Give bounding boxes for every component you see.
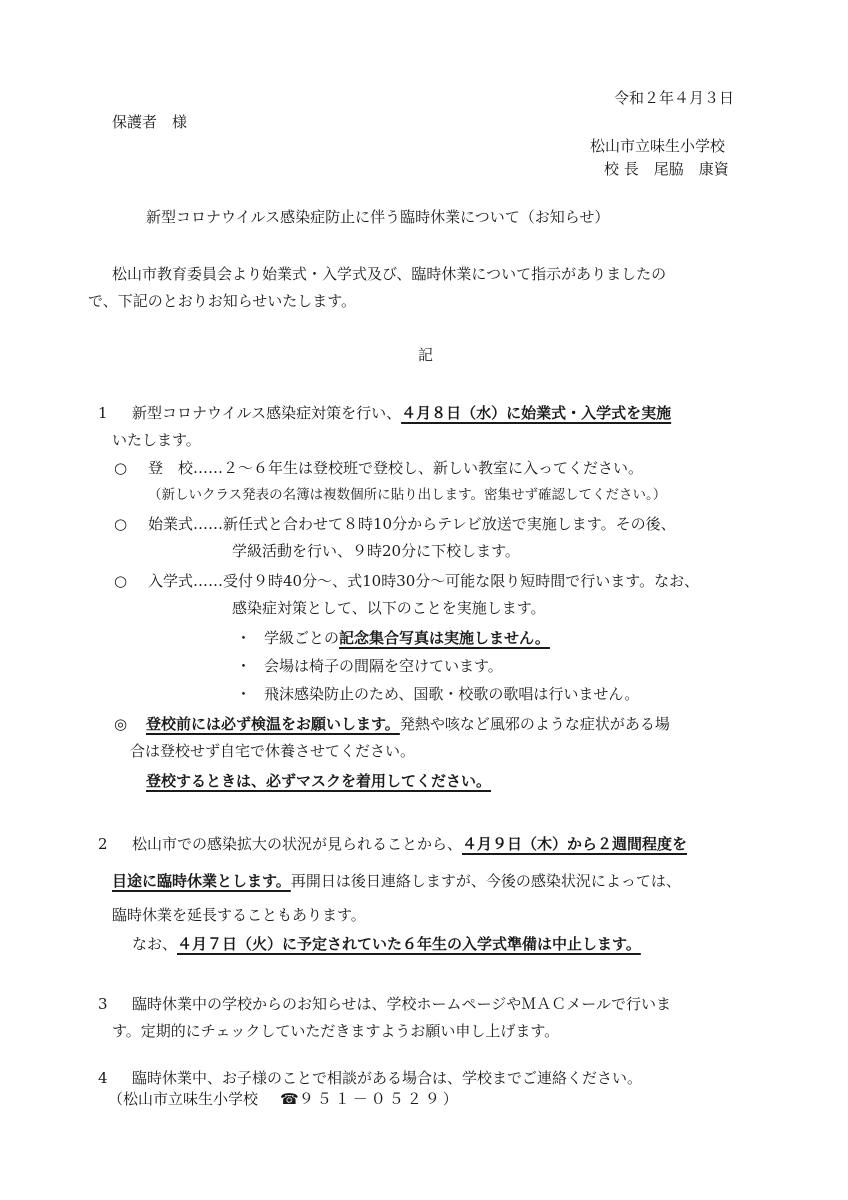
preparation-cancel-emphasis: ４月７日（火）に予定されていた６年生の入学式準備は中止します。	[177, 935, 641, 953]
nyugaku-text: 受付９時40分～、式10時30分～可能な限り短時間で行います。なお、	[223, 572, 700, 590]
shigyo-label: 始業式……	[148, 515, 224, 533]
item-3-line-2: す。定期的にチェックしていただきますようお願い申し上げます。	[112, 1022, 560, 1040]
note-text: 発熱や咳など風邪のような症状がある場	[399, 715, 670, 733]
bullet-mark: ・	[236, 629, 252, 647]
phone-icon: ☎	[280, 1090, 299, 1108]
item-2-line-3: 臨時休業を延長することもあります。	[112, 906, 366, 924]
shigyo-continuation: 学級活動を行い、９時20分に下校します。	[232, 542, 520, 560]
item-2-line-2	[112, 871, 681, 891]
nyugaku-continuation: 感染症対策として、以下のことを実施します。	[232, 599, 546, 617]
bullet-item-seating: 会場は椅子の間隔を空けています。	[264, 657, 503, 675]
item-4-contact	[108, 1089, 461, 1109]
note-continuation: 合は登校せず自宅で休養させてください。	[130, 742, 416, 760]
item-2-line-2-text: 再開日は後日連絡しますが、今後の感染状況によっては、	[290, 872, 681, 890]
bullet-mark: ・	[236, 685, 252, 703]
nyugaku-mark: ○	[114, 572, 128, 590]
item-4-number: 4	[98, 1069, 108, 1087]
item-2-line-4	[132, 934, 641, 954]
touko-mark: ○	[114, 459, 128, 477]
ki-heading: 記	[418, 346, 434, 364]
item-2-number: 2	[98, 835, 108, 853]
bullet-item-singing: 飛沫感染防止のため、国歌・校歌の歌唱は行いません。	[264, 685, 640, 703]
shigyo-text: 新任式と合わせて８時10分からテレビ放送で実施します。その後、	[223, 515, 676, 533]
item-3-number: 3	[98, 995, 108, 1013]
touko-label: 登 校……	[148, 459, 224, 477]
item-3-line-1: 臨時休業中の学校からのお知らせは、学校ホームページやＭＡＣメールで行いま	[132, 995, 671, 1013]
note-line	[146, 714, 670, 734]
document-date: 令和２年４月３日	[614, 89, 735, 107]
bullet-item-photo	[264, 628, 550, 648]
mask-notice: 登校するときは、必ずマスクを着用してください。	[146, 772, 492, 790]
contact-school: （松山市立味生小学校	[108, 1090, 259, 1108]
note-mark: ◎	[114, 715, 128, 733]
temperature-check-emphasis: 登校前には必ず検温をお願いします。	[146, 715, 400, 733]
item-2-emphasis: ４月９日（木）から２週間程度を	[462, 835, 688, 853]
recipient: 保護者 様	[112, 113, 188, 131]
touko-text: ２～６年生は登校班で登校し、新しい教室に入ってください。	[223, 459, 644, 477]
item-2-line-1	[132, 834, 687, 854]
phone-number: ９５１－０５２９）	[298, 1090, 461, 1108]
school-name: 松山市立味生小学校	[590, 137, 726, 155]
shigyo-mark: ○	[114, 515, 128, 533]
bullet-mark: ・	[236, 657, 252, 675]
item-4-line-1: 臨時休業中、お子様のことで相談がある場合は、学校までご連絡ください。	[132, 1069, 643, 1087]
item-1-emphasis: ４月８日（水）に始業式・入学式を実施	[401, 404, 672, 422]
item-2-line-4-pre: なお、	[132, 935, 178, 953]
touko-note: （新しいクラス発表の名簿は複数個所に貼り出します。密集せず確認してください。）	[148, 487, 667, 503]
closure-emphasis: 目途に臨時休業とします。	[112, 872, 291, 890]
principal-name: 校 長 尾脇 康資	[604, 160, 729, 178]
intro-line-2: で、下記のとおりお知らせいたします。	[88, 292, 357, 310]
intro-line-1: 松山市教育委員会より始業式・入学式及び、臨時休業について指示がありましたの	[112, 265, 667, 283]
nyugaku-line	[148, 571, 699, 591]
document-title: 新型コロナウイルス感染症防止に伴う臨時休業について（お知らせ）	[146, 208, 610, 226]
item-1-continuation: いたします。	[112, 431, 201, 449]
bullet-photo-emphasis: 記念集合写真は実施しません。	[339, 629, 550, 647]
nyugaku-label: 入学式……	[148, 572, 224, 590]
item-2-lead: 松山市での感染拡大の状況が見られることから、	[132, 835, 463, 853]
item-1-number: 1	[98, 404, 108, 422]
touko-line	[148, 458, 643, 478]
item-1-lead: 新型コロナウイルス感染症対策を行い、	[132, 404, 402, 422]
bullet-photo-pre: 学級ごとの	[264, 629, 340, 647]
item-1-line-1	[132, 403, 671, 423]
shigyo-line	[148, 514, 676, 534]
